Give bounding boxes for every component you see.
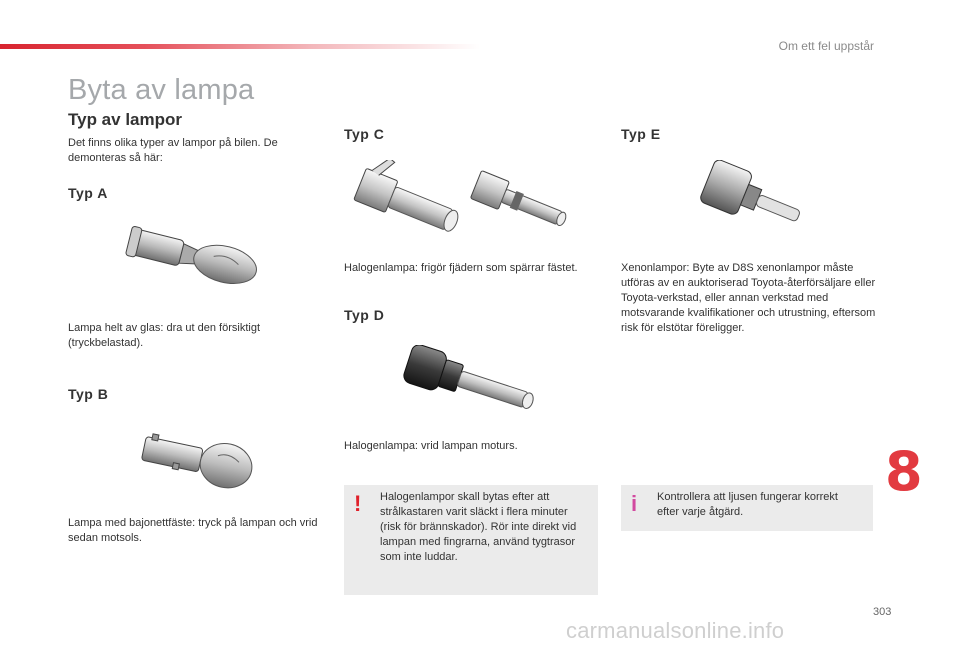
lamp-type-e-illustration [695, 160, 815, 242]
type-d-heading: Typ D [344, 307, 385, 323]
warning-text: Halogenlampor skall bytas efter att strålkastaren varit släckt i flera minuter (risk för brännskador). Rör inte direkt vid lampan med fingrarna, använd tygtrasor som inte luddar. [380, 491, 577, 563]
chapter-number: 8 [885, 440, 923, 503]
info-box [621, 485, 873, 531]
lamp-type-a-illustration [120, 222, 270, 300]
type-b-heading: Typ B [68, 386, 109, 402]
header-accent-bar [0, 44, 480, 49]
type-a-heading: Typ A [68, 185, 108, 201]
type-b-text: Lampa med bajonettfäste: tryck på lampan och vrid sedan motsols. [68, 517, 318, 544]
type-c-heading: Typ C [344, 126, 385, 142]
type-a-text: Lampa helt av glas: dra ut den försiktigt (tryckbelastad). [68, 322, 260, 349]
type-e-text: Xenonlampor: Byte av D8S xenonlampor måste utföras av en auktoriserad Toyota-återförsäljare eller Toyota-verkstad, eller annan verkstad med motsvarande kvalifikationer och utrustning, eftersom risk för elstötar föreligger. [621, 262, 876, 334]
page-number: 303 [873, 606, 892, 618]
page-title: Byta av lampa [68, 74, 255, 106]
lamp-type-c-illustration [352, 160, 587, 255]
type-c-text: Halogenlampa: frigör fjädern som spärrar fästet. [344, 262, 578, 274]
type-d-text: Halogenlampa: vrid lampan moturs. [344, 440, 518, 452]
watermark[interactable]: carmanualsonline.info [566, 618, 785, 643]
types-heading: Typ av lampor [68, 110, 182, 129]
type-e-heading: Typ E [621, 126, 661, 142]
lamp-type-d-illustration [398, 345, 548, 425]
lamp-type-b-illustration [134, 424, 264, 502]
section-title: Om ett fel uppstår [778, 39, 874, 53]
info-icon: i [631, 491, 638, 516]
info-text: Kontrollera att ljusen fungerar korrekt efter varje åtgärd. [657, 491, 838, 518]
warning-icon: ! [354, 491, 362, 516]
intro-text: Det finns olika typer av lampor på bilen. De demonteras så här: [68, 137, 278, 164]
warning-box [344, 485, 598, 595]
